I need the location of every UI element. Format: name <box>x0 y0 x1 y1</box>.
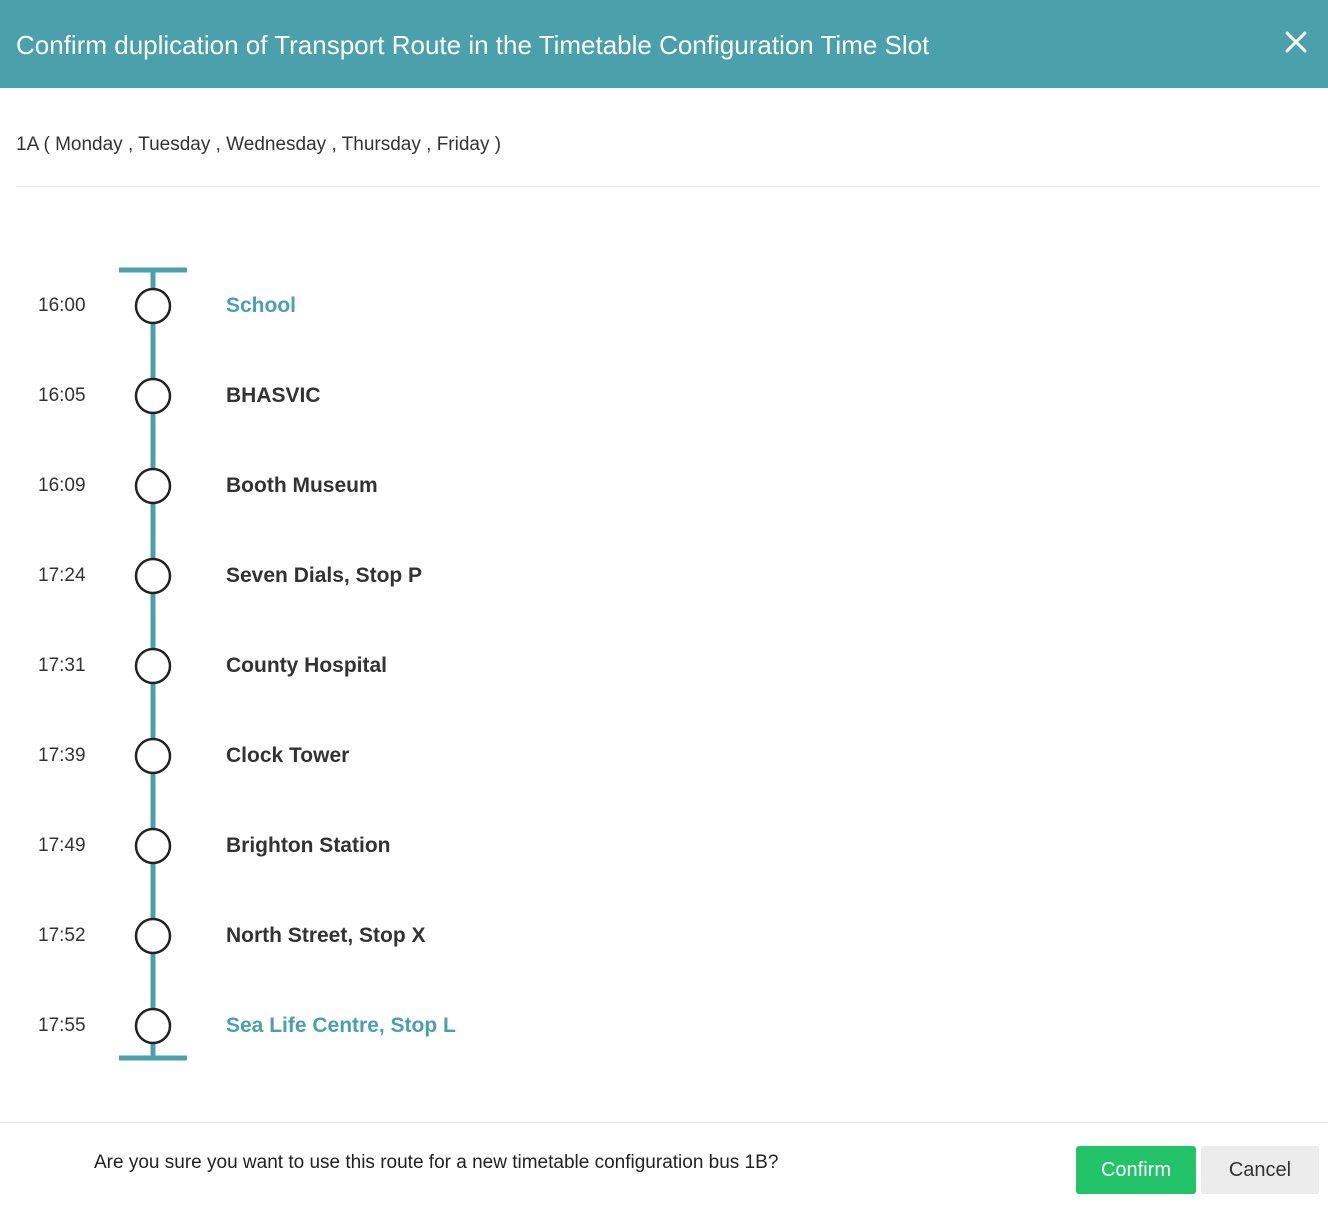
stop-name: Sea Life Centre, Stop L <box>226 1014 456 1037</box>
dialog-title: Confirm duplication of Transport Route in the Timetable Configuration Time Slot <box>16 30 930 60</box>
confirmation-question: Are you sure you want to use this route for a new timetable configuration bus 1B? <box>94 1152 779 1173</box>
stop-time: 16:09 <box>38 475 86 496</box>
cancel-button[interactable]: Cancel <box>1201 1146 1319 1194</box>
stop-time: 17:24 <box>38 565 86 586</box>
stop-name: Booth Museum <box>226 474 378 497</box>
stop-time: 17:39 <box>38 745 86 766</box>
close-icon <box>1282 28 1310 56</box>
stop-time: 17:31 <box>38 655 86 676</box>
stop-marker <box>136 919 170 953</box>
stop-marker <box>136 379 170 413</box>
stop-name: Clock Tower <box>226 744 350 767</box>
stop-time: 16:05 <box>38 385 86 406</box>
stop-time: 17:52 <box>38 925 86 946</box>
stop-name: County Hospital <box>226 654 387 677</box>
close-button[interactable] <box>1282 28 1310 56</box>
stop-name: North Street, Stop X <box>226 924 426 947</box>
stop-marker <box>136 739 170 773</box>
stop-marker <box>136 469 170 503</box>
stop-name: BHASVIC <box>226 384 321 407</box>
stop-marker <box>136 559 170 593</box>
stop-time: 16:00 <box>38 295 86 316</box>
stop-time: 17:49 <box>38 835 86 856</box>
stop-time: 17:55 <box>38 1015 86 1036</box>
stop-marker <box>136 289 170 323</box>
stop-name: Seven Dials, Stop P <box>226 564 423 587</box>
stop-name: School <box>226 294 297 317</box>
stop-marker <box>136 1009 170 1043</box>
footer-divider <box>0 1122 1328 1123</box>
stop-name: Brighton Station <box>226 834 391 857</box>
confirm-button[interactable]: Confirm <box>1076 1146 1196 1194</box>
route-days-summary: 1A ( Monday , Tuesday , Wednesday , Thursday , Friday ) <box>16 134 502 155</box>
stop-marker <box>136 829 170 863</box>
stop-marker <box>136 649 170 683</box>
route-timeline <box>0 0 700 1100</box>
